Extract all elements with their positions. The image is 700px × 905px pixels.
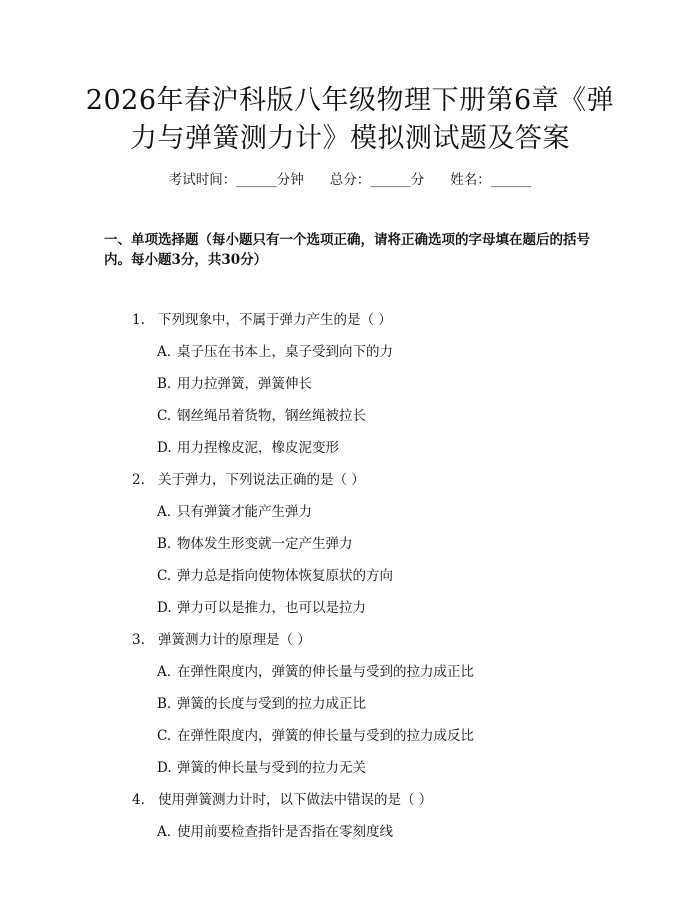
question-3 [132,630,311,650]
option-text: 钢丝绳吊着货物，钢丝绳被拉长 [177,408,366,424]
option-text: 使用前要检查指针是否指在零刻度线 [177,824,393,840]
question-2-option-a [157,502,312,522]
total-score-field: 总分：______分 [329,172,425,188]
question-3-option-d [157,758,366,778]
option-label: C. [157,728,172,744]
option-text: 弹力可以是推力，也可以是拉力 [177,600,366,616]
question-1-option-a [157,342,393,362]
option-text: 用力拉弹簧，弹簧伸长 [177,376,312,392]
question-number: 2. [132,472,145,488]
question-1-option-c [157,406,366,426]
document-title: 2026年春沪科版八年级物理下册第6章《弹力与弹簧测力计》模拟测试题及答案 [85,85,615,154]
question-2-option-c [157,566,393,586]
exam-time-field: 考试时间：______分钟 [168,172,304,188]
question-3-option-c [157,726,474,746]
option-text: 在弹性限度内，弹簧的伸长量与受到的拉力成正比 [177,664,474,680]
option-label: B. [157,536,172,552]
student-name-field: 姓名：______ [450,172,532,188]
option-text: 物体发生形变就一定产生弹力 [177,536,353,552]
option-text: 用力捏橡皮泥，橡皮泥变形 [177,440,339,456]
section-title: 一、单项选择题（每小题只有一个选项正确，请将正确选项的字母填在题后的括号内。每小题3分，共30分） [104,232,590,268]
question-text: 使用弹簧测力计时，以下做法中错误的是（ ） [158,792,433,808]
question-1-option-d [157,438,339,458]
question-text: 下列现象中，不属于弹力产生的是（ ） [158,312,392,328]
question-3-option-b [157,694,366,714]
option-text: 弹力总是指向使物体恢复原状的方向 [177,568,393,584]
option-label: B. [157,696,172,712]
option-text: 在弹性限度内，弹簧的伸长量与受到的拉力成反比 [177,728,474,744]
option-label: D. [157,600,172,616]
option-text: 只有弹簧才能产生弹力 [177,504,312,520]
option-label: A. [157,504,172,520]
option-label: A. [157,344,172,360]
question-2-option-b [157,534,353,554]
option-label: D. [157,760,172,776]
question-text: 关于弹力，下列说法正确的是（ ） [158,472,365,488]
option-label: C. [157,408,172,424]
question-number: 4. [132,792,145,808]
question-2 [132,470,365,490]
option-text: 弹簧的伸长量与受到的拉力无关 [177,760,366,776]
option-text: 桌子压在书本上，桌子受到向下的力 [177,344,393,360]
option-text: 弹簧的长度与受到的拉力成正比 [177,696,366,712]
question-number: 1. [132,312,145,328]
question-text: 弹簧测力计的原理是（ ） [158,632,311,648]
question-3-option-a [157,662,474,682]
exam-info-line [0,170,700,190]
question-4-option-a [157,822,393,842]
option-label: B. [157,376,172,392]
option-label: A. [157,664,172,680]
question-2-option-d [157,598,366,618]
question-1-option-b [157,374,312,394]
question-1 [132,310,392,330]
question-number: 3. [132,632,145,648]
option-label: A. [157,824,172,840]
question-4 [132,790,432,810]
option-label: D. [157,440,172,456]
option-label: C. [157,568,172,584]
